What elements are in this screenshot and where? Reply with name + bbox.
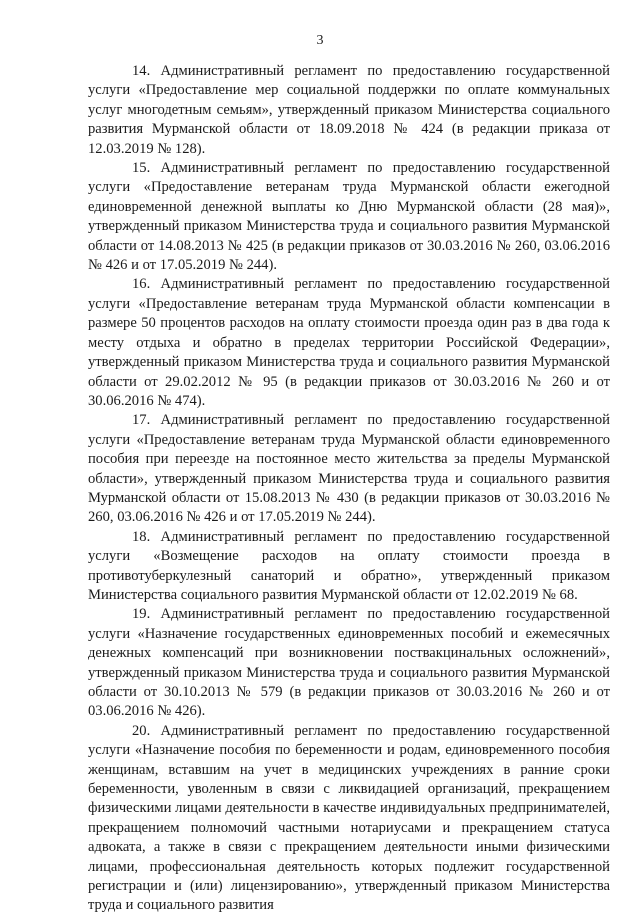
regulation-item-19: 19. Административный регламент по предоставлению государственной услуги «Назначение государственных единовременных пособий и ежемесячных денежных компенсаций при возникновении поствакцинальных осложнений», утвержденный приказом Министерства труда и социального развития Мурманской области от 30.10.2013 № 579 (в редакции приказов от 30.03.2016 № 260 и от 03.06.2016 № 426). [88, 606, 610, 720]
regulation-item-15: 15. Административный регламент по предоставлению государственной услуги «Предоставление ветеранам труда Мурманской области ежегодной единовременной денежной выплаты ко Дню Мурманской области (28 мая)», утвержденный приказом Министерства труда и социального развития Мурманской области от 14.08.2013 № 425 (в редакции приказов от 30.03.2016 № 260, 03.06.2016 № 426 и от 17.05.2019 № 244). [88, 160, 610, 274]
regulation-item-17: 17. Административный регламент по предоставлению государственной услуги «Предоставление ветеранам труда Мурманской области единовременного пособия при переезде на постоянное место жительства за пределы Мурманской области», утвержденный приказом Министерства труда и социального развития Мурманской области от 15.08.2013 № 430 (в редакции приказов от 30.03.2016 № 260, 03.06.2016 № 426 и от 17.05.2019 № 244). [88, 412, 610, 526]
document-body [88, 62, 610, 916]
regulation-item-18: 18. Административный регламент по предоставлению государственной услуги «Возмещение расходов на оплату стоимости проезда в противотуберкулезный санаторий и обратно», утвержденный приказом Министерства социального развития Мурманской области от 12.02.2019 № 68. [88, 528, 610, 603]
regulation-item-16: 16. Административный регламент по предоставлению государственной услуги «Предоставление ветеранам труда Мурманской области компенсации в размере 50 процентов расходов на оплату стоимости проезда один раз в два года к месту отдыха и обратно в пределах территории Российской Федерации», утвержденный приказом Министерства труда и социального развития Мурманской области от 29.02.2012 № 95 (в редакции приказов от 30.03.2016 № 260 и от 30.06.2016 № 474). [88, 276, 610, 409]
regulation-item-14: 14. Административный регламент по предоставлению государственной услуги «Предоставление мер социальной поддержки по оплате коммунальных услуг многодетным семьям», утвержденный приказом Министерства социального развития Мурманской области от 18.09.2018 № 424 (в редакции приказа от 12.03.2019 № 128). [88, 63, 610, 157]
page-number: 3 [316, 33, 324, 48]
regulation-item-20: 20. Административный регламент по предоставлению государственной услуги «Назначение пособия по беременности и родам, единовременного пособия женщинам, вставшим на учет в медицинских учреждениях в ранние сроки беременности, уволенным в связи с ликвидацией организаций, прекращением физическими лицами деятельности в качестве индивидуальных предпринимателей, прекращением полномочий частными нотариусами и прекращением статуса адвоката, а также в связи с прекращением деятельности иными физическими лицами, профессиональная деятельность которых подлежит государственной регистрации и (или) лицензированию», утвержденный приказом Министерства труда и социального развития [88, 722, 610, 914]
